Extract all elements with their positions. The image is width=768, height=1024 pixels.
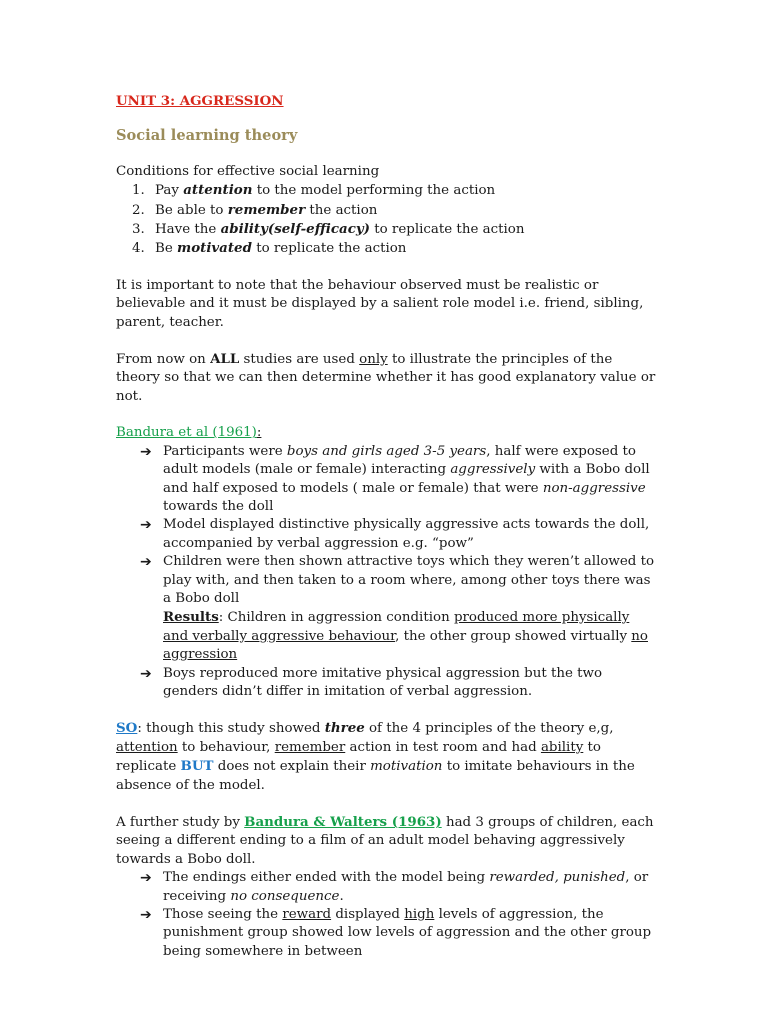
realistic-paragraph (116, 277, 658, 332)
text-run: remember (227, 201, 306, 218)
text-run: Be able to (155, 202, 228, 218)
text-run: Those seeing the (163, 907, 283, 923)
arrow-right-icon: ➔ (140, 907, 152, 924)
text-run: rewarded, punished (489, 870, 626, 886)
text-run: : though this study showed (137, 721, 325, 737)
studies-paragraph (116, 350, 658, 406)
text-run: : (256, 425, 262, 441)
list-item (140, 443, 658, 517)
section-title: Social learning theory (116, 127, 298, 145)
text-run: , or receiving (163, 870, 649, 904)
text-run: produced more physically and verbally aggressive behaviour (163, 610, 630, 644)
text-run: reward (282, 907, 332, 923)
text-run: , half were exposed to adult models (male or female) interacting (163, 443, 636, 478)
text-run: Be (155, 241, 178, 257)
text-run: Bandura & Walters (1963) (244, 814, 442, 830)
text-run: ability(self-efficacy) (220, 221, 370, 238)
list-item (140, 516, 658, 553)
list-item (140, 869, 658, 906)
list-item-text (163, 517, 649, 550)
text-run: Participants were (163, 443, 287, 459)
text-run: no consequence (230, 888, 340, 904)
text-run: SO (116, 720, 138, 737)
list-item (140, 665, 658, 702)
text-run: attention (116, 739, 178, 755)
list-item-text (163, 554, 654, 606)
text-run: BUT (180, 758, 214, 775)
text-run: had 3 groups of children, each seeing a different ending to a film of an adult model behaving aggressively towards a Bobo doll. (116, 815, 654, 867)
text-run: studies are used (239, 352, 360, 368)
text-run: to replicate the action (369, 222, 525, 238)
text-run: Boys reproduced more imitative physical aggression but the two genders didn’t differ in imitation of verbal aggression. (163, 665, 603, 699)
text-run: Pay (155, 183, 184, 199)
text-run: towards the doll (163, 498, 274, 514)
bandura-1961-heading (116, 424, 658, 442)
list-item (140, 906, 658, 961)
text-run: to behaviour, (177, 739, 275, 755)
conditions-intro: Conditions for effective social learning (116, 163, 380, 179)
text-run: displayed (331, 907, 405, 923)
text-run: ability (540, 739, 584, 755)
text-run: motivated (177, 240, 252, 257)
text-run: It is important to note that the behaviour observed must be realistic or believable and it must be displayed by a salient role model i.e. friend, sibling, parent, teacher. (116, 277, 644, 330)
text-run: attention (183, 182, 253, 199)
text-run: action in test room and had (345, 739, 541, 755)
condition-item (149, 220, 658, 239)
arrow-right-icon: ➔ (140, 665, 152, 682)
text-run: motivation (370, 759, 443, 775)
text-run: non-aggressive (542, 480, 646, 496)
list-item-text (163, 666, 602, 699)
text-run: three (324, 720, 365, 737)
text-run: Have the (155, 222, 221, 238)
text-run: to imitate behaviours in the absence of the model. (116, 759, 635, 793)
bandura-1963-list (116, 869, 658, 961)
text-run: only (359, 352, 388, 368)
so-paragraph (116, 719, 658, 795)
text-run: Children were then shown attractive toys which they weren’t allowed to play with, and then taken to a room where, among other toys there was a Bobo doll (163, 554, 655, 606)
condition-item (149, 239, 658, 258)
text-run: Bandura et al (1961) (116, 425, 257, 441)
arrow-right-icon: ➔ (140, 870, 152, 887)
text-run: : Children in aggression condition (218, 610, 454, 626)
text-run: to illustrate the principles of the theory so that we can then determine whether it has good explanatory value or not. (116, 352, 656, 404)
text-run: no aggression (163, 628, 648, 663)
condition-item (149, 201, 658, 220)
text-run: the action (305, 202, 378, 218)
text-run: , the other group showed virtually (395, 628, 632, 644)
arrow-right-icon: ➔ (140, 554, 152, 571)
text-run: Results (163, 609, 219, 626)
unit-title: UNIT 3: AGGRESSION (116, 93, 284, 109)
conditions-list (116, 181, 658, 259)
text-run: remember (274, 739, 346, 755)
results-block (163, 608, 658, 664)
list-item-text (163, 907, 651, 959)
text-run: aggressively (450, 462, 536, 478)
text-run: Model displayed distinctive physically aggressive acts towards the doll, accompanied by verbal aggression e.g. “pow” (163, 517, 650, 551)
arrow-right-icon: ➔ (140, 517, 152, 534)
text-run: The endings either ended with the model being (163, 870, 490, 886)
text-run: From now on (116, 352, 211, 368)
bandura-1961-list (116, 443, 658, 702)
text-run: does not explain their (213, 759, 371, 775)
text-run: of the 4 principles of the theory e,g, (364, 721, 614, 737)
text-run: levels of aggression, the punishment group showed low levels of aggression and the other group being somewhere in between (163, 907, 652, 959)
text-run: . (339, 888, 344, 904)
list-item-text (163, 870, 648, 903)
text-run: with a Bobo doll and half exposed to models ( male or female) that were (163, 462, 650, 496)
text-run: A further study by (116, 815, 245, 830)
text-run: boys and girls aged 3-5 years (286, 443, 487, 459)
text-run: to the model performing the action (252, 183, 496, 199)
arrow-right-icon: ➔ (140, 443, 152, 460)
text-run: high (404, 907, 435, 923)
text-run: to replicate (116, 739, 601, 775)
text-run: to replicate the action (251, 241, 407, 257)
text-run: ALL (210, 351, 240, 368)
condition-item (149, 181, 658, 200)
list-item (140, 553, 658, 664)
further-study-paragraph (116, 813, 658, 869)
list-item-text (163, 444, 650, 514)
